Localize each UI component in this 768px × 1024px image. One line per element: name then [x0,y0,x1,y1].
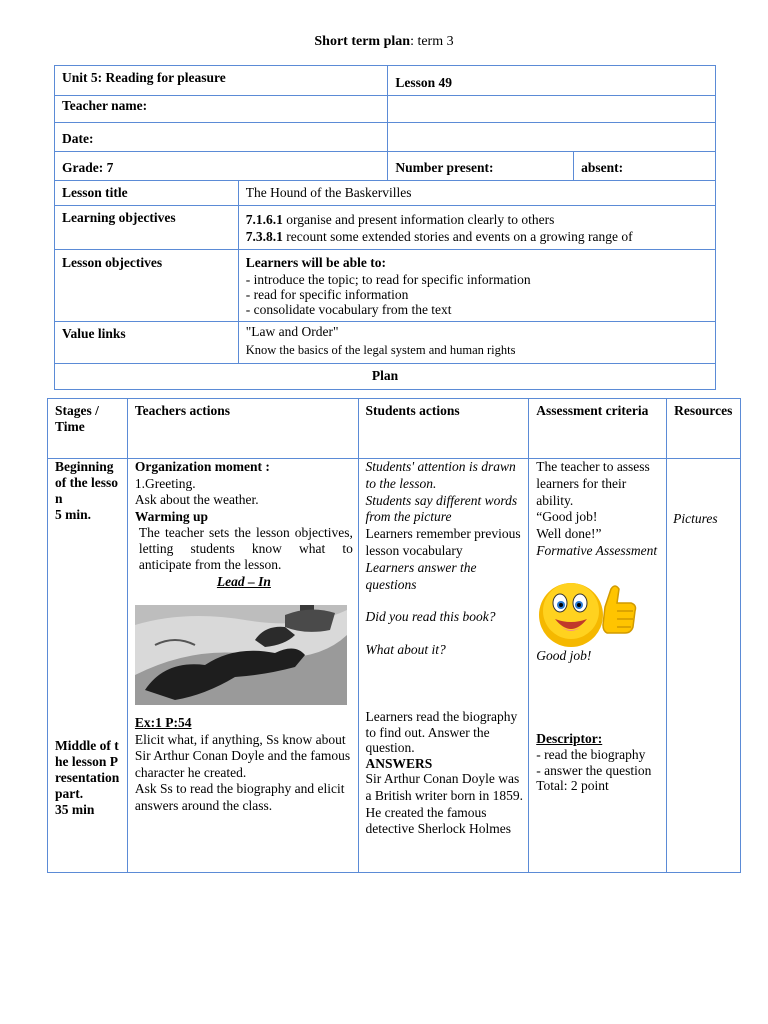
date-value [388,123,716,152]
date-cell: Date: [55,123,388,152]
lesson-objectives-label: Lesson objectives [55,250,239,322]
lesson-number-cell: Lesson 49 [388,66,716,96]
plan-heading: Plan [55,364,716,390]
grade-cell: Grade: 7 [55,152,388,181]
number-present-cell: Number present: [388,152,574,181]
stages-cell: Beginning of the lesson 5 min. Middle of the lesson Presentation part. 35 min [48,459,128,873]
assessment-cell: The teacher to assess learners for their ability. “Good job! Well done!” Formative Assessment Good job! Descriptor: - read the biography - answer the question Total: 2 point [529,459,667,873]
hound-illustration [135,605,347,705]
resources-cell: Pictures [667,459,741,873]
header-stages: Stages / Time [48,399,128,459]
lesson-title-value: The Hound of the Baskervilles [238,181,715,206]
header-teachers: Teachers actions [127,399,358,459]
thumbs-up-emoji-icon [535,577,645,649]
absent-cell: absent: [574,152,716,181]
unit-cell: Unit 5: Reading for pleasure [55,66,388,96]
page-title: Short term plan: term 3 [314,34,454,49]
header-students: Students actions [358,399,529,459]
value-links-value: "Law and Order" Know the basics of the legal system and human rights [238,322,715,364]
teacher-name-value [388,96,716,123]
header-resources: Resources [667,399,741,459]
teachers-cell: Organization moment : 1.Greeting. Ask about the weather. Warming up The teacher sets the lesson objectives, letting students know what to anticipate from the lesson. Lead – In Ex:1 P:54 Elicit what, if anything, Ss know about Sir Arthur Conan Doyle and the famous character he created. Ask Ss to read the biography and elicit answers around the class. [127,459,358,873]
lesson-objectives-value: Learners will be able to: - introduce the topic; to read for specific information - read for specific information - consolidate vocabulary from the text [238,250,715,322]
value-links-label: Value links [55,322,239,364]
students-cell: Students' attention is drawn to the lesson. Students say different words from the picture Learners remember previous lesson vocabulary Learners answer the questions Did you read this book? What about it? Learners read the biography to find out. Answer the question. ANSWERS Sir Arthur Conan Doyle was a British writer born in 1859. He created the famous detective Sherlock Holmes [358,459,529,873]
stage-middle: Middle of the lesson Presentation part. [55,738,120,801]
header-assessment: Assessment criteria [529,399,667,459]
stage-beginning: Beginning of the lesson [55,459,118,506]
learning-objectives-label: Learning objectives [55,206,239,250]
plan-table [47,398,741,873]
teacher-name-cell: Teacher name: [55,96,388,123]
learning-objectives-value: 7.1.6.1 organise and present information clearly to others 7.3.8.1 recount some extended stories and events on a growing range of [238,206,715,250]
lesson-info-table [54,65,716,390]
lesson-title-label: Lesson title [55,181,239,206]
